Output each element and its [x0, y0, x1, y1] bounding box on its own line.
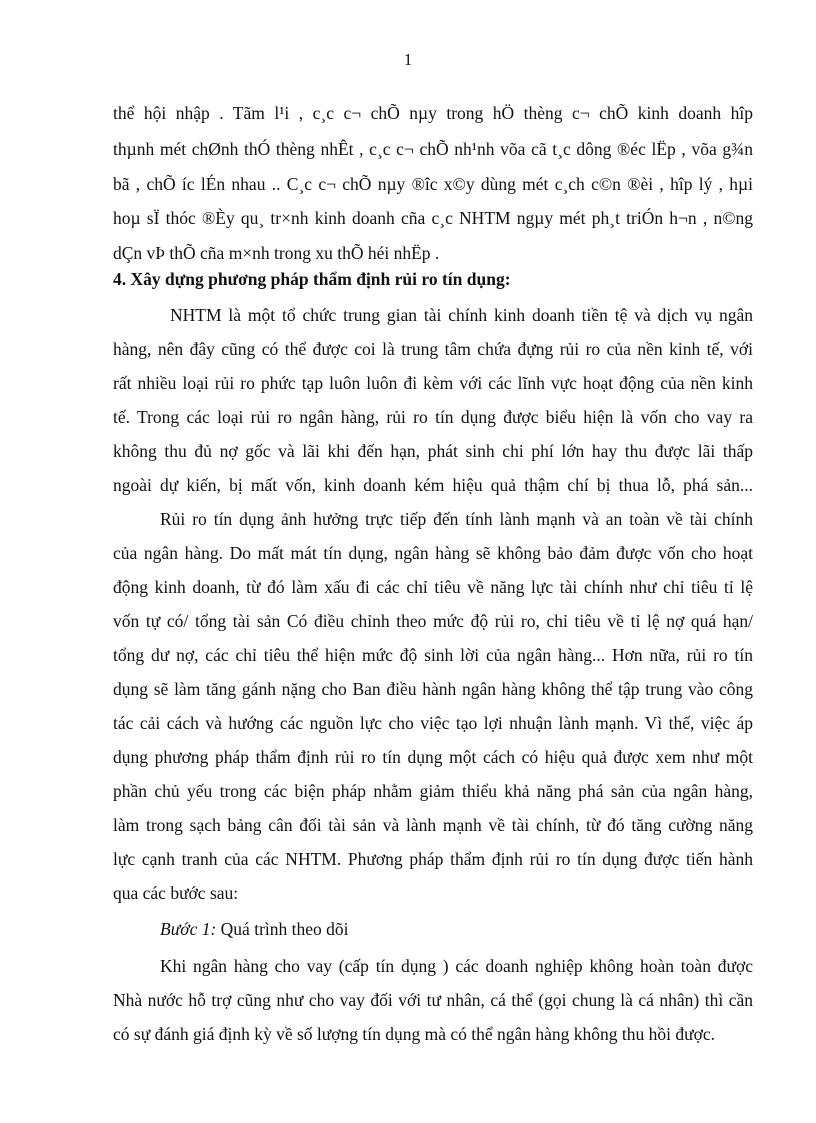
text-line: qua các bước sau: — [113, 883, 239, 903]
text-line: rất nhiều loại rủi ro phức tạp luôn luôn đi kèm với các lĩnh vực hoạt động của nền kinh — [113, 373, 753, 393]
text-line: Nhà nước hỗ trợ cũng như cho vay đối với tư nhân, cá thể (gọi chung là cá nhân) thì cần — [113, 990, 753, 1010]
text-line: thµnh mét chØnh thÓ thèng nhÊt , c¸c c¬ chÕ nh¹nh võa cã t¸c dông ®éc lËp , võa g¾n — [113, 139, 753, 159]
text-line: tế. Trong các loại rủi ro ngân hàng, rủi ro tín dụng được biểu hiện là vốn cho vay ra — [113, 407, 753, 427]
text-line: động kinh doanh, từ đó làm xấu đi các chỉ tiêu về năng lực tài chính như chỉ tiêu tỉ lệ — [113, 577, 753, 597]
text-line: làm trong sạch bảng cân đối tài sản và lành mạnh về tài chính, từ đó tăng cường năng — [113, 815, 753, 835]
text-line: phần chủ yếu trong các biện pháp nhằm giảm thiểu khả năng phá sản của ngân hàng, — [113, 781, 753, 801]
text-line: NHTM là một tổ chức trung gian tài chính kinh doanh tiền tệ và dịch vụ ngân — [170, 305, 753, 325]
text-line: tác cải cách và hướng các nguồn lực cho việc tạo lợi nhuận lành mạnh. Vì thế, việc áp — [113, 713, 753, 733]
text-line: lực cạnh tranh của các NHTM. Phương pháp thẩm định rủi ro tín dụng được tiến hành — [113, 849, 753, 869]
text-line: dụng phương pháp thẩm định rủi ro tín dụng một cách có hiệu quả được xem như một — [113, 747, 753, 767]
step-label: Bước 1: — [160, 919, 217, 939]
text-line: không thu đủ nợ gốc và lãi khi đến hạn, phát sinh chi phí lớn hay thu được lãi thấp — [113, 441, 753, 461]
text-line: dụng sẽ làm tăng gánh nặng cho Ban điều hành ngân hàng không thể tập trung vào công — [113, 679, 753, 699]
text-line: hàng, nên đây cũng có thể được coi là trung tâm chứa đựng rủi ro của nền kinh tế, với — [113, 339, 753, 359]
text-line: của ngân hàng. Do mất mát tín dụng, ngân hàng sẽ không bảo đảm được vốn cho hoạt — [113, 543, 753, 563]
text-line: tổng dư nợ, các chỉ tiêu thể hiện mức độ sinh lời của ngân hàng... Hơn nữa, rủi ro tín — [113, 645, 753, 665]
text-line: dÇn vÞ thÕ cña m×nh trong xu thÕ héi nhËp . — [113, 243, 440, 263]
text-line: hoµ sÏ thóc ®Èy qu¸ tr×nh kinh doanh cña c¸c NHTM ngµy mét ph¸t triÓn h¬n , n©ng — [113, 208, 753, 228]
page-number: 1 — [403, 50, 413, 69]
text-line: Khi ngân hàng cho vay (cấp tín dụng ) các doanh nghiệp không hoàn toàn được — [160, 956, 753, 976]
text-line: Rủi ro tín dụng ảnh hưởng trực tiếp đến tính lành mạnh và an toàn về tài chính — [160, 509, 753, 529]
step-title: Quá trình theo dõi — [216, 919, 349, 939]
section-heading: 4. Xây dựng phương pháp thẩm định rủi ro tín dụng: — [113, 269, 511, 289]
text-line: bã , chÕ íc lÉn nhau .. C¸c c¬ chÕ nµy ®îc x©y dùng mét c¸ch c©n ®èi , hîp lý , hµi — [113, 174, 753, 194]
text-line: thể hội nhập . Tãm l¹i , c¸c c¬ chÕ nµy trong hÖ thèng c¬ chÕ kinh doanh hîp — [113, 103, 753, 123]
step-heading — [160, 918, 753, 940]
text-line: có sự đánh giá định kỳ về số lượng tín dụng mà có thể ngân hàng không thu hồi được. — [113, 1024, 716, 1044]
text-line: ngoài dự kiến, bị mất vốn, kinh doanh kém hiệu quả thậm chí bị thua lỗ, phá sản... — [113, 475, 753, 495]
text-line: vốn tự có/ tổng tài sản Có điều chỉnh theo mức độ rủi ro, chỉ tiêu về tỉ lệ nợ quá hạn/ — [113, 611, 753, 631]
